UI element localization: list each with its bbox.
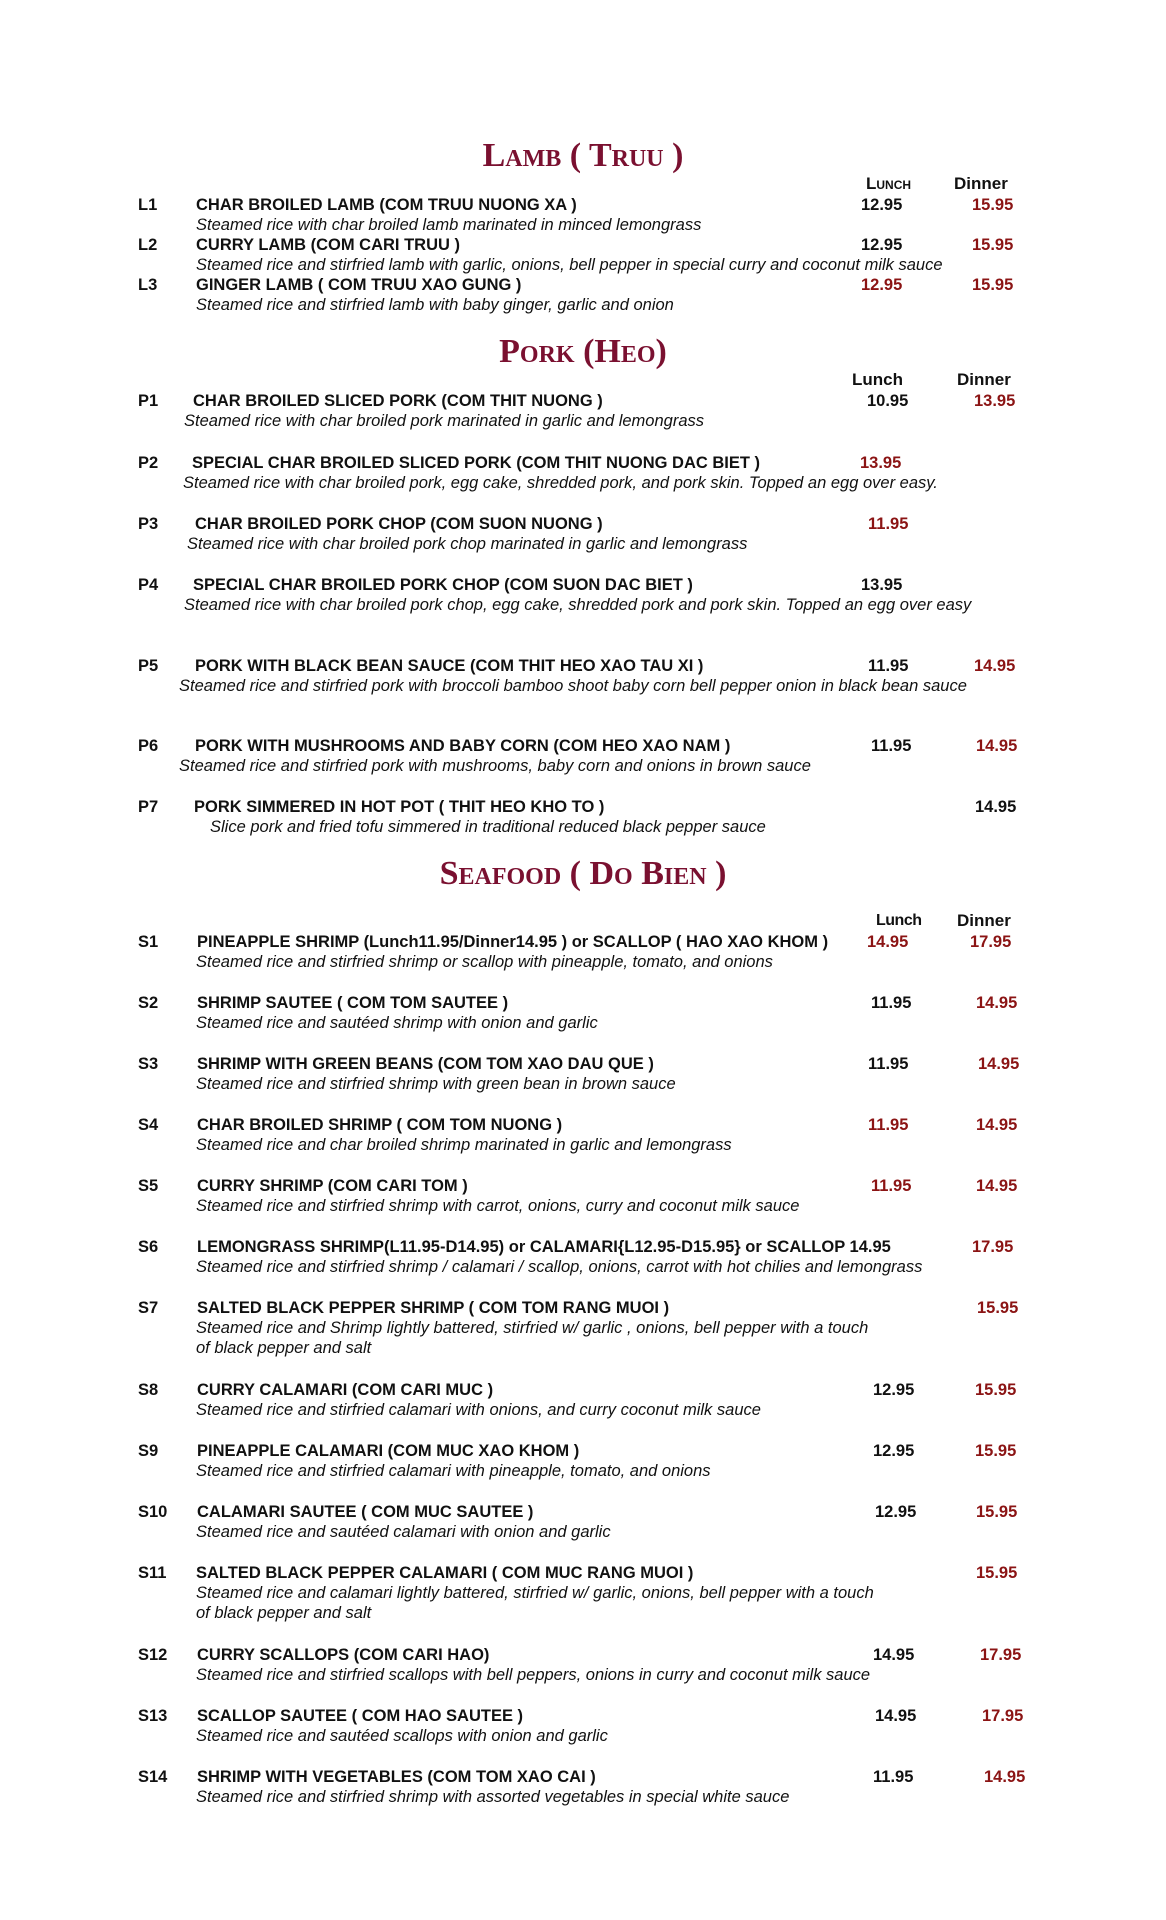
item-description: Steamed rice and stirfried shrimp / calamari / scallop, onions, carrot with hot chilies and lemongrass: [196, 1258, 923, 1276]
item-code: P1: [138, 392, 159, 410]
lunch-price: 11.95: [871, 737, 912, 755]
item-name: SALTED BLACK PEPPER CALAMARI ( COM MUC RANG MUOI ): [196, 1564, 694, 1582]
item-description: Steamed rice with char broiled pork chop, egg cake, shredded pork and pork skin. Topped an egg over easy: [184, 596, 972, 614]
lunch-price: 10.95: [867, 392, 909, 410]
lunch-price: 13.95: [860, 454, 902, 472]
item-name: PINEAPPLE SHRIMP (Lunch11.95/Dinner14.95 ) or SCALLOP ( HAO XAO KHOM ): [197, 933, 829, 951]
dinner-price: 14.95: [976, 994, 1018, 1012]
item-name: CURRY CALAMARI (COM CARI MUC ): [197, 1381, 494, 1399]
item-code: S10: [138, 1503, 168, 1521]
item-code: S8: [138, 1381, 159, 1399]
item-description: Steamed rice and stirfried shrimp with assorted vegetables in special white sauce: [196, 1788, 790, 1806]
dinner-column-header: Dinner: [954, 174, 1008, 193]
item-code: P5: [138, 657, 159, 675]
item-name: SHRIMP WITH VEGETABLES (COM TOM XAO CAI ): [197, 1768, 596, 1786]
item-name: CHAR BROILED SHRIMP ( COM TOM NUONG ): [197, 1116, 563, 1134]
item-description: Steamed rice and stirfried lamb with baby ginger, garlic and onion: [196, 296, 674, 314]
item-code: S4: [138, 1116, 159, 1134]
dinner-price: 17.95: [982, 1707, 1024, 1725]
item-description: Steamed rice and stirfried shrimp with green bean in brown sauce: [196, 1075, 676, 1093]
dinner-price: 15.95: [977, 1299, 1019, 1317]
item-code: S14: [138, 1768, 168, 1786]
item-code: S7: [138, 1299, 159, 1317]
item-description: Steamed rice and sautéed shrimp with onion and garlic: [196, 1014, 598, 1032]
dinner-price: 17.95: [970, 933, 1012, 951]
item-description: Steamed rice and stirfried scallops with bell peppers, onions in curry and coconut milk sauce: [196, 1666, 871, 1684]
item-name: PINEAPPLE CALAMARI (COM MUC XAO KHOM ): [197, 1442, 580, 1460]
lunch-price: 12.95: [861, 236, 903, 254]
item-code: L1: [138, 196, 158, 214]
item-code: S6: [138, 1238, 159, 1256]
item-code: S13: [138, 1707, 168, 1725]
item-description: Steamed rice and Shrimp lightly battered, stirfried w/ garlic , onions, bell pepper with a touch of black pepper and salt: [196, 1319, 869, 1357]
item-code: S9: [138, 1442, 159, 1460]
item-code: P2: [138, 454, 159, 472]
lunch-price: 11.95: [868, 1055, 909, 1073]
lunch-price: 14.95: [867, 933, 909, 951]
lunch-price: 12.95: [875, 1503, 917, 1521]
item-description: Steamed rice and sautéed calamari with onion and garlic: [196, 1523, 611, 1541]
item-description: Steamed rice with char broiled pork, egg cake, shredded pork, and pork skin. Topped an egg over easy.: [183, 474, 938, 492]
dinner-price: 14.95: [975, 798, 1017, 816]
item-name: CHAR BROILED PORK CHOP (COM SUON NUONG ): [195, 515, 603, 533]
lunch-column-header: Lunch: [866, 174, 912, 193]
item-code: S2: [138, 994, 159, 1012]
item-code: S11: [138, 1564, 167, 1582]
lunch-price: 11.95: [873, 1768, 914, 1786]
lunch-column-header: Lunch: [876, 912, 922, 929]
item-name: PORK WITH BLACK BEAN SAUCE (COM THIT HEO XAO TAU XI ): [195, 657, 704, 675]
dinner-price: 13.95: [974, 392, 1016, 410]
item-name: CHAR BROILED SLICED PORK (COM THIT NUONG ): [193, 392, 603, 410]
dinner-price: 17.95: [980, 1646, 1022, 1664]
item-name: CHAR BROILED LAMB (COM TRUU NUONG XA ): [196, 196, 577, 214]
dinner-price: 15.95: [972, 196, 1014, 214]
item-code: L3: [138, 276, 158, 294]
item-description: Steamed rice and char broiled shrimp marinated in garlic and lemongrass: [196, 1136, 732, 1154]
item-name: SHRIMP SAUTEE ( COM TOM SAUTEE ): [197, 994, 509, 1012]
dinner-price: 15.95: [972, 276, 1014, 294]
dinner-price: 14.95: [976, 737, 1018, 755]
item-code: P7: [138, 798, 159, 816]
item-description: Steamed rice and stirfried pork with broccoli bamboo shoot baby corn bell pepper onion in black bean sauce: [179, 677, 967, 695]
item-description: Steamed rice and stirfried calamari with onions, and curry coconut milk sauce: [196, 1401, 761, 1419]
item-code: P3: [138, 515, 159, 533]
item-name: LEMONGRASS SHRIMP(L11.95-D14.95) or CALAMARI{L12.95-D15.95} or SCALLOP 14.95: [197, 1238, 891, 1256]
item-name: PORK WITH MUSHROOMS AND BABY CORN (COM HEO XAO NAM ): [195, 737, 731, 755]
item-name: SCALLOP SAUTEE ( COM HAO SAUTEE ): [197, 1707, 524, 1725]
dinner-price: 14.95: [974, 657, 1016, 675]
item-code: S12: [138, 1646, 168, 1664]
dinner-price: 15.95: [975, 1381, 1017, 1399]
item-description: Steamed rice and sautéed scallops with onion and garlic: [196, 1727, 608, 1745]
lunch-price: 11.95: [871, 994, 912, 1012]
item-description: Steamed rice and stirfried pork with mushrooms, baby corn and onions in brown sauce: [179, 757, 811, 775]
lunch-price: 12.95: [861, 276, 903, 294]
dinner-column-header: Dinner: [957, 911, 1011, 930]
item-name: SHRIMP WITH GREEN BEANS (COM TOM XAO DAU QUE ): [197, 1055, 654, 1073]
item-name: CURRY SHRIMP (COM CARI TOM ): [197, 1177, 468, 1195]
item-name: CURRY LAMB (COM CARI TRUU ): [196, 236, 460, 254]
lunch-price: 11.95: [868, 515, 909, 533]
lunch-column-header: Lunch: [852, 370, 903, 389]
item-code: P4: [138, 576, 159, 594]
lunch-price: 11.95: [868, 657, 909, 675]
dinner-column-header: Dinner: [957, 370, 1011, 389]
item-code: S3: [138, 1055, 159, 1073]
dinner-price: 14.95: [984, 1768, 1026, 1786]
item-description: Steamed rice and calamari lightly battered, stirfried w/ garlic, onions, bell pepper with a touch of black pepper and salt: [196, 1584, 874, 1622]
section-title-pork: Pork (Heo): [499, 333, 667, 370]
item-name: SPECIAL CHAR BROILED PORK CHOP (COM SUON DAC BIET ): [193, 576, 693, 594]
section-title-lamb: Lamb ( Truu ): [482, 137, 684, 174]
lunch-price: 11.95: [871, 1177, 912, 1195]
dinner-price: 17.95: [972, 1238, 1014, 1256]
item-description: Steamed rice with char broiled pork chop marinated in garlic and lemongrass: [187, 535, 748, 553]
dinner-price: 14.95: [976, 1116, 1018, 1134]
item-name: CALAMARI SAUTEE ( COM MUC SAUTEE ): [197, 1503, 534, 1521]
item-name: SALTED BLACK PEPPER SHRIMP ( COM TOM RANG MUOI ): [197, 1299, 670, 1317]
item-name: PORK SIMMERED IN HOT POT ( THIT HEO KHO TO ): [194, 798, 605, 816]
dinner-price: 14.95: [976, 1177, 1018, 1195]
item-description: Steamed rice and stirfried calamari with pineapple, tomato, and onions: [196, 1462, 711, 1480]
item-code: S1: [138, 933, 159, 951]
lunch-price: 12.95: [873, 1381, 915, 1399]
dinner-price: 15.95: [976, 1503, 1018, 1521]
dinner-price: 15.95: [972, 236, 1014, 254]
item-description: Steamed rice with char broiled lamb marinated in minced lemongrass: [196, 216, 702, 234]
item-name: GINGER LAMB ( COM TRUU XAO GUNG ): [196, 276, 522, 294]
item-description: Steamed rice and stirfried lamb with garlic, onions, bell pepper in special curry and coconut milk sauce: [196, 256, 943, 274]
item-name: SPECIAL CHAR BROILED SLICED PORK (COM THIT NUONG DAC BIET ): [192, 454, 761, 472]
item-code: S5: [138, 1177, 159, 1195]
item-description: Steamed rice with char broiled pork marinated in garlic and lemongrass: [184, 412, 704, 430]
lunch-price: 14.95: [875, 1707, 917, 1725]
dinner-price: 15.95: [975, 1442, 1017, 1460]
item-description: Steamed rice and stirfried shrimp with carrot, onions, curry and coconut milk sauce: [196, 1197, 800, 1215]
lunch-price: 12.95: [861, 196, 903, 214]
section-title-seafood: Seafood ( Do Bien ): [439, 855, 727, 892]
item-name: CURRY SCALLOPS (COM CARI HAO): [197, 1646, 490, 1664]
lunch-price: 14.95: [873, 1646, 915, 1664]
item-code: P6: [138, 737, 159, 755]
lunch-price: 13.95: [861, 576, 903, 594]
item-description: Slice pork and fried tofu simmered in traditional reduced black pepper sauce: [210, 818, 766, 836]
lunch-price: 12.95: [873, 1442, 915, 1460]
dinner-price: 14.95: [978, 1055, 1020, 1073]
dinner-price: 15.95: [976, 1564, 1018, 1582]
item-code: L2: [138, 236, 158, 254]
lunch-price: 11.95: [868, 1116, 909, 1134]
item-description: Steamed rice and stirfried shrimp or scallop with pineapple, tomato, and onions: [196, 953, 773, 971]
